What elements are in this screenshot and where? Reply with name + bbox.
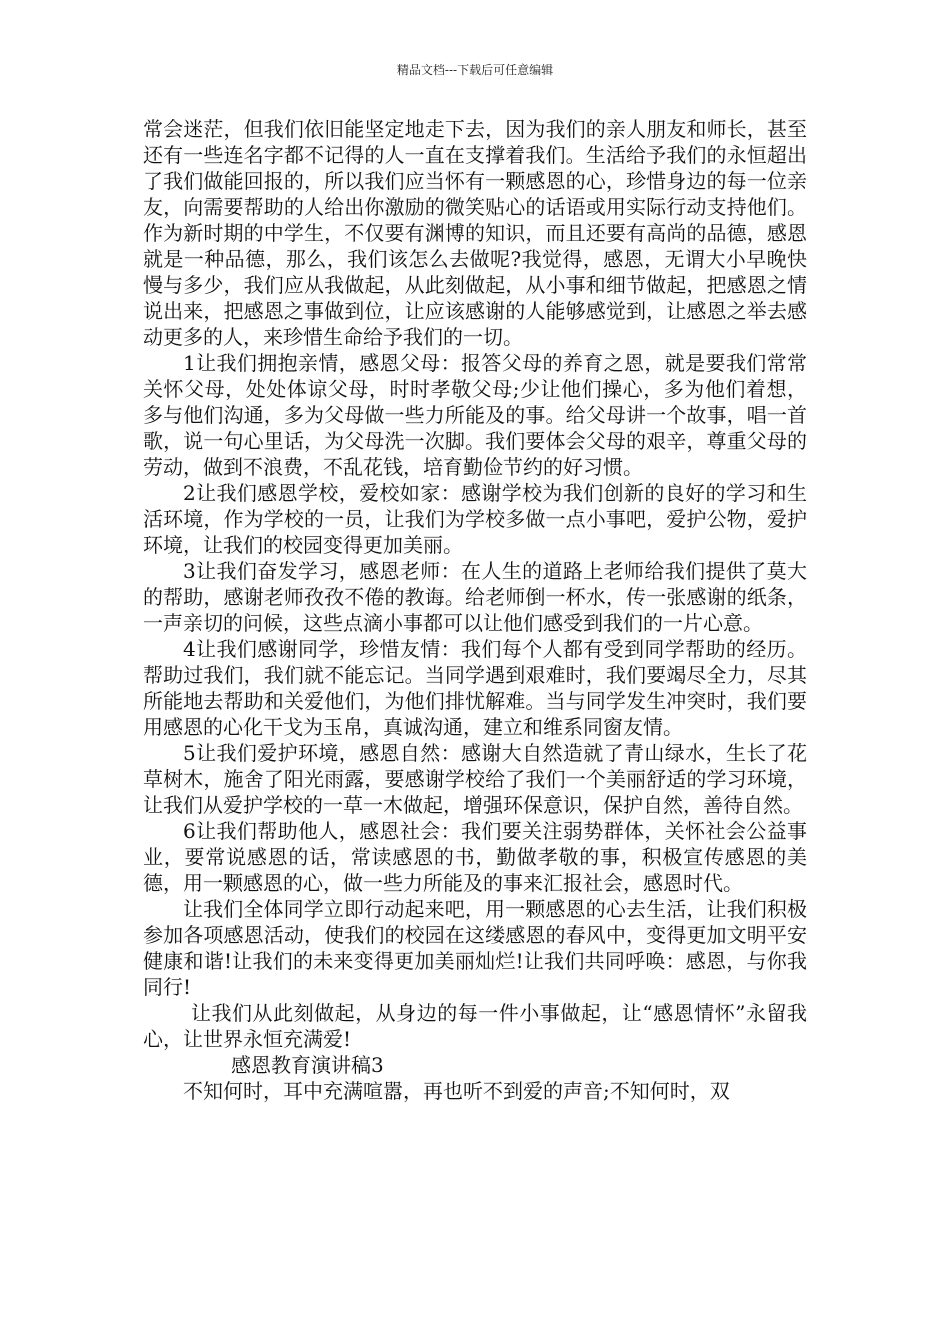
closing-paragraph: 让我们从此刻做起，从身边的每一件小事做起，让“感恩情怀”永留我心，让世界永恒充满爱!	[143, 1001, 807, 1051]
next-speech-title: 感恩教育演讲稿3	[231, 1053, 384, 1077]
document-body	[143, 116, 807, 1104]
next-speech-opening: 不知何时，耳中充满喧嚣，再也听不到爱的声音;不知何时，双	[183, 1079, 730, 1103]
item-paragraph-4: 4让我们感谢同学，珍惜友情：我们每个人都有受到同学帮助的经历。帮助过我们，我们就不能忘记。当同学遇到艰难时，我们要竭尽全力，尽其所能地去帮助和关爱他们，为他们排忧解难。当与同学发生冲突时，我们要用感恩的心化干戈为玉帛，真诚沟通，建立和维系同窗友情。	[143, 637, 807, 739]
page-header: 精品文档---下载后可任意编辑	[396, 63, 554, 77]
call-to-action-paragraph: 让我们全体同学立即行动起来吧，用一颗感恩的心去生活，让我们积极参加各项感恩活动，使我们的校园在这缕感恩的春风中，变得更加文明平安健康和谐!让我们的未来变得更加美丽灿烂!让我们共同呼唤：感恩，与你我同行!	[143, 897, 807, 999]
item-paragraph-1: 1让我们拥抱亲情，感恩父母：报答父母的养育之恩，就是要我们常常关怀父母，处处体谅父母，时时孝敬父母;少让他们操心，多为他们着想，多与他们沟通，多为父母做一些力所能及的事。给父母讲一个故事，唱一首歌，说一句心里话，为父母洗一次脚。我们要体会父母的艰辛，尊重父母的劳动，做到不浪费，不乱花钱，培育勤俭节约的好习惯。	[143, 351, 807, 479]
intro-paragraph: 常会迷茫，但我们依旧能坚定地走下去，因为我们的亲人朋友和师长，甚至还有一些连名字都不记得的人一直在支撑着我们。生活给予我们的永恒超出了我们做能回报的，所以我们应当怀有一颗感恩的心，珍惜身边的每一位亲友，向需要帮助的人给出你激励的微笑贴心的话语或用实际行动支持他们。作为新时期的中学生，不仅要有渊博的知识，而且还要有高尚的品德，感恩就是一种品德，那么，我们该怎么去做呢?我觉得，感恩，无谓大小早晚快慢与多少，我们应从我做起，从此刻做起，从小事和细节做起，把感恩之情说出来，把感恩之事做到位，让应该感谢的人能够感觉到，让感恩之举去感动更多的人，来珍惜生命给予我们的一切。	[143, 117, 807, 349]
item-paragraph-2: 2让我们感恩学校，爱校如家：感谢学校为我们创新的良好的学习和生活环境，作为学校的一员，让我们为学校多做一点小事吧，爱护公物，爱护环境，让我们的校园变得更加美丽。	[143, 481, 807, 557]
item-paragraph-6: 6让我们帮助他人，感恩社会：我们要关注弱势群体，关怀社会公益事业，要常说感恩的话，常读感恩的书，勤做孝敬的事，积极宣传感恩的美德，用一颗感恩的心，做一些力所能及的事来汇报社会，感恩时代。	[143, 819, 807, 895]
item-paragraph-3: 3让我们奋发学习，感恩老师：在人生的道路上老师给我们提供了莫大的帮助，感谢老师孜孜不倦的教诲。给老师倒一杯水，传一张感谢的纸条，一声亲切的问候，这些点滴小事都可以让他们感受到我们的一片心意。	[143, 559, 807, 635]
item-paragraph-5: 5让我们爱护环境，感恩自然：感谢大自然造就了青山绿水，生长了花草树木，施舍了阳光雨露，要感谢学校给了我们一个美丽舒适的学习环境，让我们从爱护学校的一草一木做起，增强环保意识，保护自然，善待自然。	[143, 741, 807, 817]
